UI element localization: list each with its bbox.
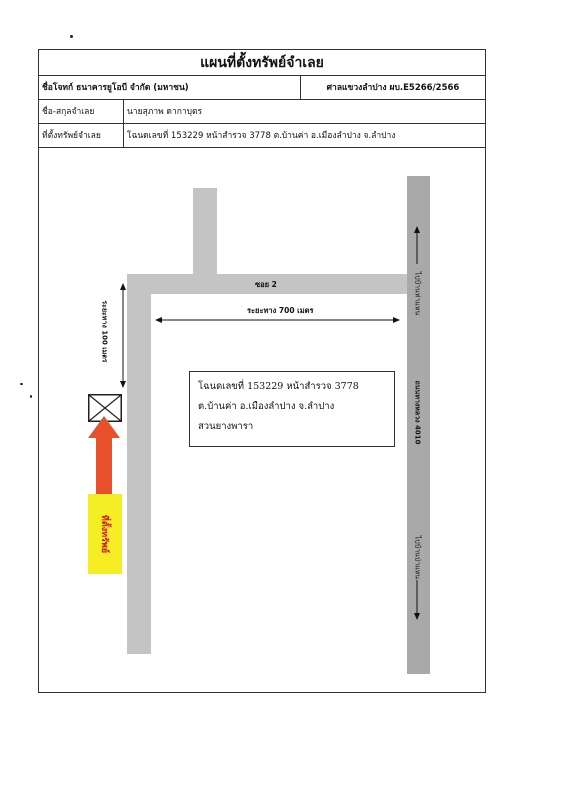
- road-stub: [193, 188, 217, 274]
- property-info-line-3: สวนยางพารา: [198, 421, 254, 432]
- property-info-line-2: ต.บ้านค่า อ.เมืองลำปาง จ.ลำปาง: [198, 401, 335, 412]
- court-case: ศาลแขวงลำปาง ผบ.E5266/2566: [326, 83, 460, 93]
- to-bottom-arrow: [412, 580, 422, 620]
- soi-label: ซอย 2: [255, 280, 277, 289]
- highway-label: ถนนทางหลวง 4010: [413, 380, 422, 445]
- property-info-box: [189, 371, 395, 447]
- scan-speck: [20, 383, 23, 385]
- scan-speck: [30, 395, 32, 398]
- plaintiff-row: [39, 76, 485, 100]
- distance-vertical-label: ระยะทาง 100 เมตร: [100, 300, 109, 363]
- divider: [123, 100, 124, 123]
- location-row: [39, 124, 485, 148]
- road-left: [127, 274, 151, 654]
- distance-horizontal-label: ระยะทาง 700 เมตร: [247, 306, 314, 315]
- location-value: โฉนดเลขที่ 153229 หน้าสำรวจ 3778 ต.บ้านค่า อ.เมืองลำปาง จ.ลำปาง: [127, 131, 396, 141]
- defendant-row: [39, 100, 485, 124]
- marker-arrow-head: [88, 416, 120, 438]
- distance-vertical-arrow: [117, 283, 129, 388]
- page-title: แผนที่ตั้งทรัพย์จำเลย: [39, 50, 485, 76]
- scan-speck: [70, 35, 73, 38]
- property-tag-label: ที่ตั้งทรัพย์: [99, 514, 109, 554]
- marker-arrow-shaft: [96, 436, 112, 494]
- to-top-label: ไปบ้านท่าแหน: [413, 271, 422, 316]
- road-soi-2: [127, 274, 430, 294]
- defendant-label: ชื่อ-สกุลจำเลย: [42, 107, 95, 117]
- location-label: ที่ตั้งทรัพย์จำเลย: [42, 131, 101, 141]
- plaintiff-label: ชื่อโจทก์ ธนาคารยูโอบี จำกัด (มหาชน): [42, 83, 189, 93]
- divider: [123, 124, 124, 147]
- property-info-line-1: โฉนดเลขที่ 153229 หน้าสำรวจ 3778: [198, 381, 359, 392]
- to-bottom-label: ไปบ้านป่าแหน: [413, 535, 422, 580]
- defendant-name: นายสุภาพ ดากาบุตร: [127, 107, 203, 117]
